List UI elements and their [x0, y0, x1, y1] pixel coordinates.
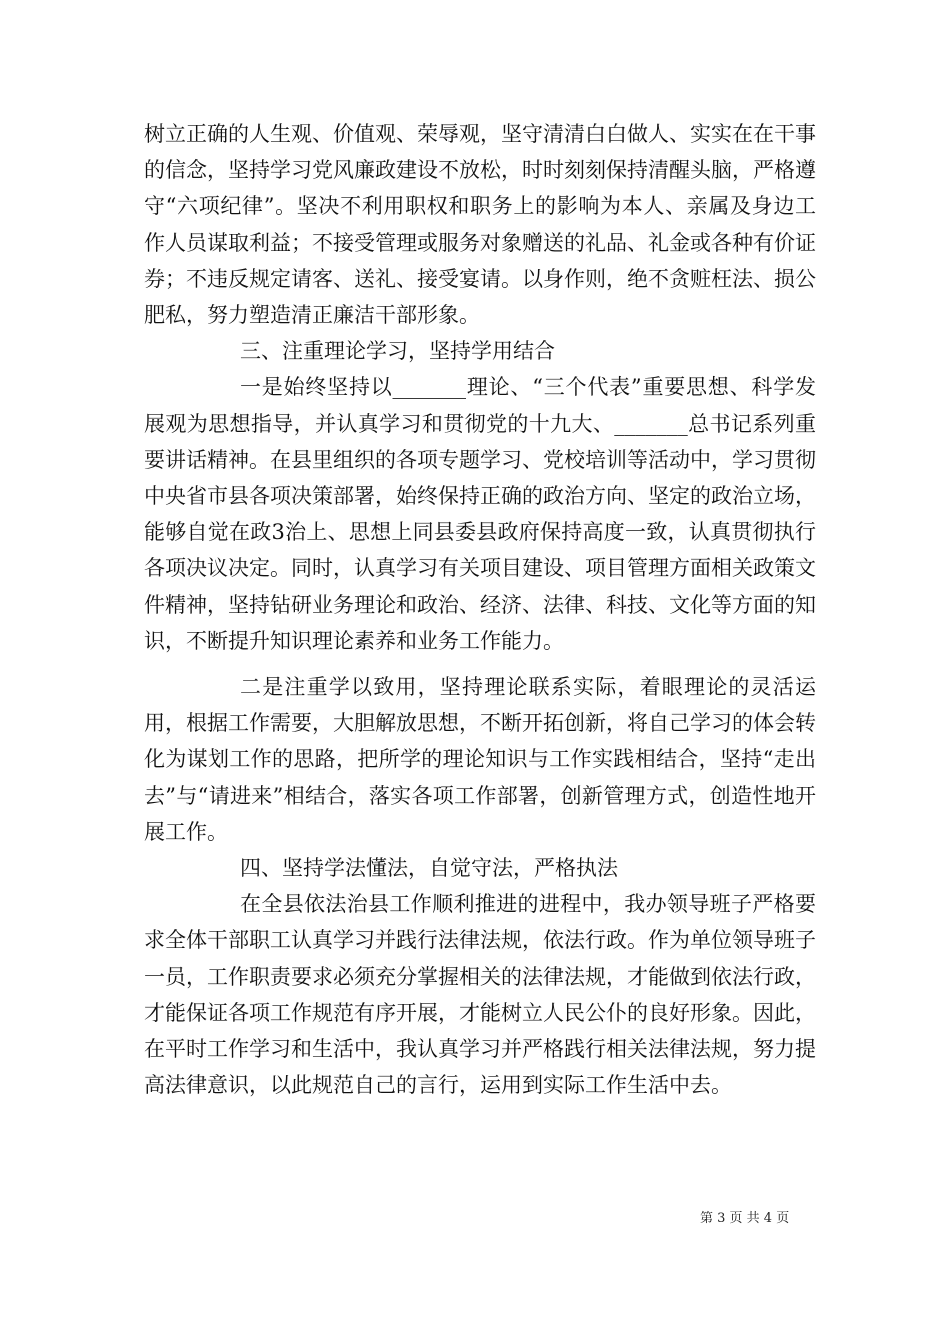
paragraph-rule-of-law: 在全县依法治县工作顺利推进的进程中，我办领导班子严格要求全体干部职工认真学习并践行法律法规，依法行政。作为单位领导班子一员，工作职责要求必须充分掌握相关的法律法规，才能做到依法行政，才能保证各项工作规范有序开展，才能树立人民公仆的良好形象。因此，在平时工作学习和生活中，我认真学习并严格践行相关法律法规，努力提高法律意识，以此规范自己的言行，运用到实际工作生活中去。 [144, 892, 816, 1098]
page-number-footer: 第 3 页 共 4 页 [700, 1211, 790, 1226]
paragraph-integrity: 树立正确的人生观、价值观、荣辱观，坚守清清白白做人、实实在在干事的信念，坚持学习党风廉政建设不放松，时时刻刻保持清醒头脑，严格遵守“六项纪律”。坚决不利用职权和职务上的影响为本人、亲属及身边工作人员谋取利益；不接受管理或服务对象赠送的礼品、礼金或各种有价证券；不违反规定请客、送礼、接受宴请。以身作则，绝不贪赃枉法、损公肥私，努力塑造清正廉洁干部形象。 [144, 122, 816, 328]
section-heading-rule-of-law: 四、坚持学法懂法，自觉守法，严格执法 [240, 856, 618, 881]
paragraph-theory-study-one: 一是始终坚持以_______理论、“三个代表”重要思想、科学发展观为思想指导，并认真学习和贯彻党的十九大、_______总书记系列重要讲话精神。在县里组织的各项专题学习、党校培训等活动中，学习贯彻中央省市县各项决策部署，始终保持正确的政治方向、坚定的政治立场，能够自觉在政3治上、思想上同县委县政府保持高度一致，认真贯彻执行各项决议决定。同时，认真学习有关项目建设、项目管理方面相关政策文件精神，坚持钻研业务理论和政治、经济、法律、科技、文化等方面的知识，不断提升知识理论素养和业务工作能力。 [144, 375, 816, 653]
section-heading-theory-study: 三、注重理论学习，坚持学用结合 [240, 339, 555, 364]
document-body [144, 116, 816, 1103]
paragraph-theory-study-two: 二是注重学以致用，坚持理论联系实际，着眼理论的灵活运用，根据工作需要，大胆解放思想，不断开拓创新，将自己学习的体会转化为谋划工作的思路，把所学的理论知识与工作实践相结合，坚持“走出去”与“请进来”相结合，落实各项工作部署，创新管理方式，创造性地开展工作。 [144, 675, 816, 844]
